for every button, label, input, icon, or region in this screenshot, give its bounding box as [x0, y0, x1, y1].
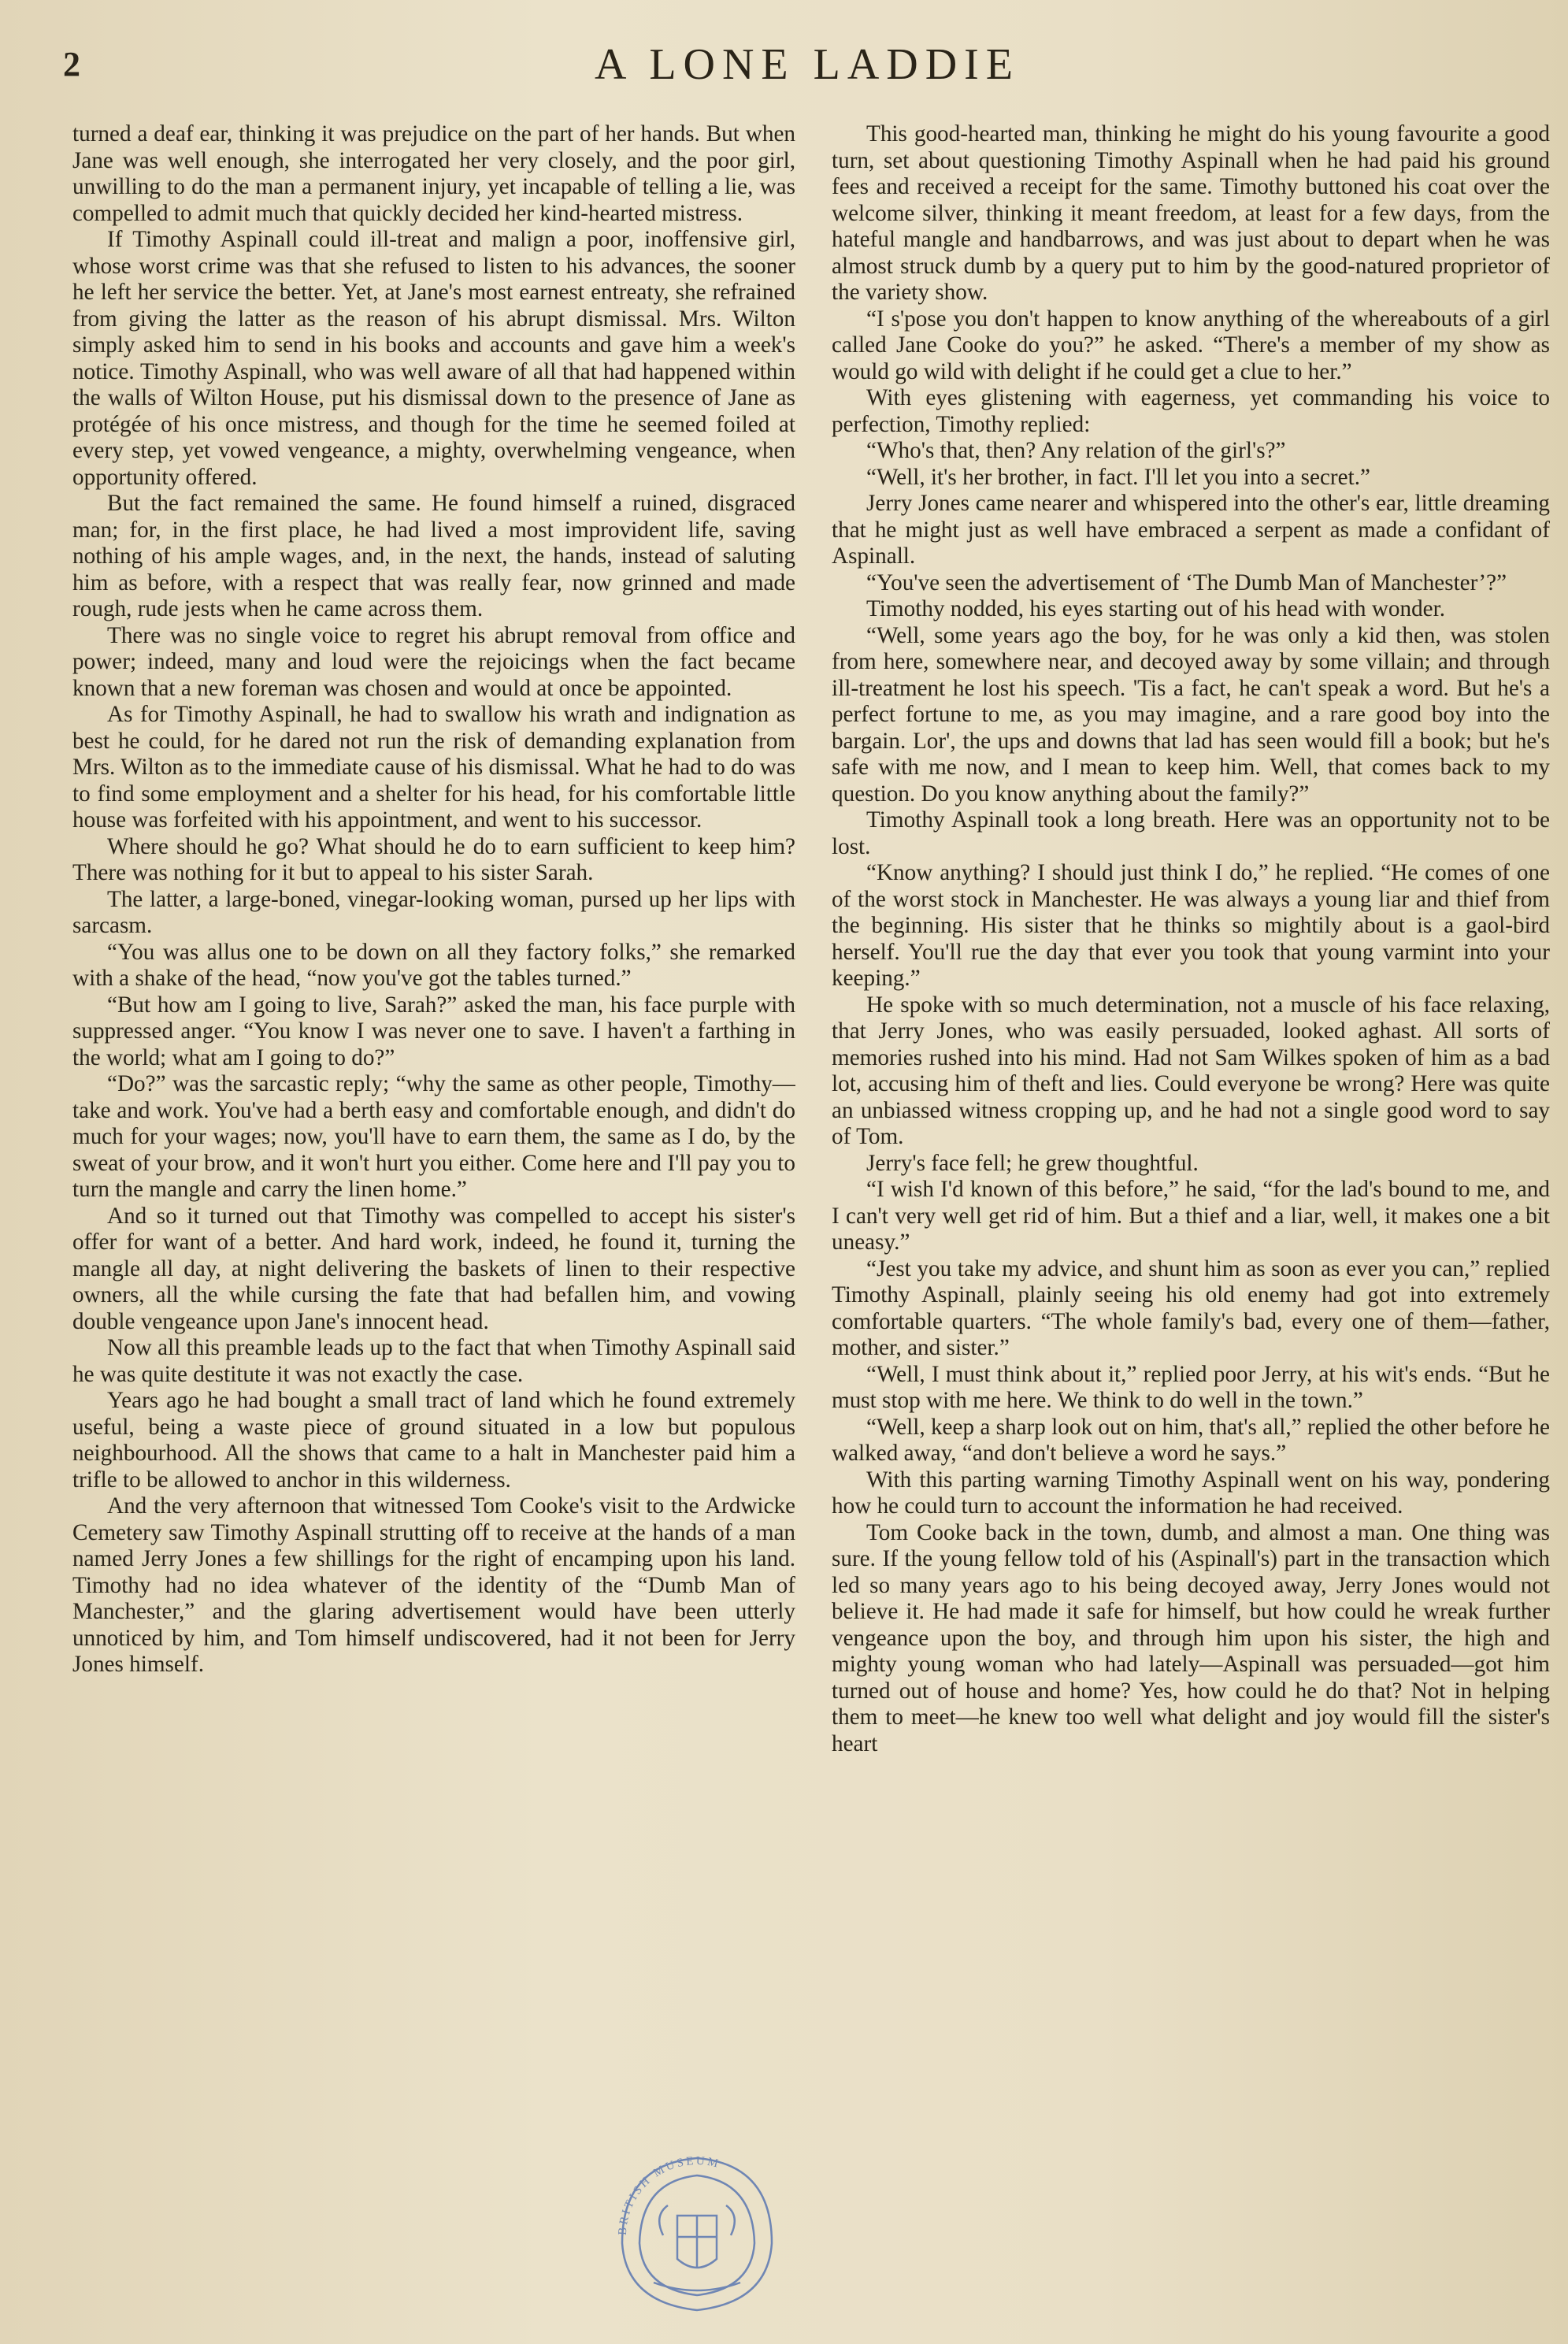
paragraph: “But how am I going to live, Sarah?” asked the man, his face purple with suppressed anger. “You know I was never one to save. I haven't a farthing in the world; what am I going to do?”	[72, 992, 795, 1070]
paragraph: There was no single voice to regret his abrupt removal from office and power; indeed, many and loud were the rejoicings when the fact became known that a new foreman was chosen and would at once be appointed.	[72, 622, 795, 701]
running-title: A LONE LADDIE	[594, 40, 1021, 89]
left-column	[72, 121, 795, 2216]
page-header	[63, 39, 1551, 95]
paragraph: Jerry Jones came nearer and whispered into the other's ear, little dreaming that he might just as well have embraced a serpent as made a confidant of Aspinall.	[832, 491, 1550, 569]
paragraph: “Jest you take my advice, and shunt him as soon as ever you can,” replied Timothy Aspinall, plainly seeing his old enemy had got into extremely comfortable quarters. “The whole family's bad, every one of them—father, mother, and sister.”	[832, 1255, 1550, 1360]
paragraph: The latter, a large-boned, vinegar-looking woman, pursed up her lips with sarcasm.	[72, 886, 795, 938]
library-stamp	[591, 2141, 803, 2322]
paragraph: Tom Cooke back in the town, dumb, and almost a man. One thing was sure. If the young fellow told of his (Aspinall's) part in the transaction which led so many years ago to his being decoyed away, Jerry Jones would not believe it. He had made it safe for himself, but how could he wreak further vengeance upon the boy, and through him upon his sister, the high and mighty young woman who had lately—Aspinall was persuaded—got him turned out of house and home? Yes, how could he do that? Not in helping them to meet—he knew too well what delight and joy would fill the sister's heart	[832, 1519, 1550, 1756]
paragraph: “Well, some years ago the boy, for he was only a kid then, was stolen from here, somewhere near, and decoyed away by some villain; and through ill-treatment he lost his speech. 'Tis a fact, he can't speak a word. But he's a perfect fortune to me, as you may imagine, and a rare good boy into the bargain. Lor', the ups and downs that lad has seen would fill a book; but he's safe with me now, and I mean to keep him. Well, that comes back to my question. Do you know anything about the family?”	[832, 622, 1550, 807]
right-column	[832, 121, 1550, 2216]
page-number: 2	[63, 45, 80, 83]
paragraph: Jerry's face fell; he grew thoughtful.	[866, 1150, 1199, 1176]
paragraph: Now all this preamble leads up to the fact that when Timothy Aspinall said he was quite destitute it was not exactly the case.	[72, 1335, 795, 1387]
paragraph: If Timothy Aspinall could ill-treat and malign a poor, inoffensive girl, whose worst crime was that she refused to listen to his advances, the sooner he left her service the better. Yet, at Jane's most earnest entreaty, she refrained from giving the latter as the reason of his abrupt dismissal. Mrs. Wilton simply asked him to send in his books and accounts and gave him a week's notice. Timothy Aspinall, who was well aware of all that had happened within the walls of Wilton House, put his dismissal down to the presence of Jane as protégée of his once mistress, and though for the time he seemed foiled at every step, yet vowed vengeance, a mighty, overwhelming vengeance, when opportunity offered.	[72, 227, 795, 490]
paragraph: He spoke with so much determination, not a muscle of his face relaxing, that Jerry Jones, who was easily persuaded, looked aghast. All sorts of memories rushed into his mind. Had not Sam Wilkes spoken of him as a bad lot, accusing him of theft and lies. Could everyone be wrong? Here was quite an unbiassed witness cropping up, and he had not a single good word to say of Tom.	[832, 992, 1550, 1149]
paragraph: “Who's that, then? Any relation of the girl's?”	[866, 438, 1286, 463]
svg-text:BRITISH MUSEUM	[617, 2155, 721, 2236]
paragraph: “I s'pose you don't happen to know anything of the whereabouts of a girl called Jane Cooke do you?” he asked. “There's a member of my show as would go wild with delight if he could get a clue to her.”	[832, 306, 1550, 384]
paragraph: And the very afternoon that witnessed Tom Cooke's visit to the Ardwicke Cemetery saw Timothy Aspinall strutting off to receive at the hands of a man named Jerry Jones a few shillings for the right of encamping upon his land. Timothy had no idea whatever of the identity of the “Dumb Man of Manchester,” and the glaring advertisement would have been utterly unnoticed by him, and Tom himself undiscovered, had it not been for Jerry Jones himself.	[72, 1493, 795, 1677]
paragraph: turned a deaf ear, thinking it was prejudice on the part of her hands. But when Jane was well enough, she interrogated her very closely, and the poor girl, unwilling to do the man a permanent injury, yet incapable of telling a lie, was compelled to admit much that quickly decided her kind-hearted mistress.	[72, 121, 795, 226]
paragraph: With this parting warning Timothy Aspinall went on his way, pondering how he could turn to account the information he had received.	[832, 1467, 1550, 1519]
paragraph: Where should he go? What should he do to earn sufficient to keep him? There was nothing for it but to appeal to his sister Sarah.	[72, 833, 795, 885]
paragraph: “Well, it's her brother, in fact. I'll let you into a secret.”	[866, 464, 1370, 490]
paragraph: Timothy nodded, his eyes starting out of his head with wonder.	[866, 596, 1446, 621]
paragraph: “Well, keep a sharp look out on him, that's all,” replied the other before he walked away, “and don't believe a word he says.”	[832, 1414, 1550, 1466]
paragraph: As for Timothy Aspinall, he had to swallow his wrath and indignation as best he could, for he dared not run the risk of demanding explanation from Mrs. Wilton as to the immediate cause of his dismissal. What he had to do was to find some employment and a shelter for his head, for his comfortable little house was forfeited with his appointment, and went to his successor.	[72, 702, 795, 833]
paragraph: This good-hearted man, thinking he might do his young favourite a good turn, set about questioning Timothy Aspinall when he had paid his ground fees and received a receipt for the same. Timothy buttoned his coat over the welcome silver, thinking it meant freedom, at least for a few days, from the hateful mangle and handbarrows, and was just about to depart when he was almost struck dumb by a query put to him by the good-natured proprietor of the variety show.	[832, 121, 1550, 305]
paragraph: “Know anything? I should just think I do,” he replied. “He comes of one of the worst stock in Manchester. He was always a young liar and thief from the beginning. His sister that he thinks so mightily about is a gaol-bird herself. You'll rue the day that ever you took that young varmint into your keeping.”	[832, 860, 1550, 991]
paragraph: Years ago he had bought a small tract of land which he found extremely useful, being a waste piece of ground situated in a low but populous neighbourhood. All the shows that came to a halt in Manchester paid him a trifle to be allowed to anchor in this wilderness.	[72, 1388, 795, 1493]
paragraph: “You've seen the advertisement of ‘The Dumb Man of Manchester’?”	[866, 569, 1507, 595]
paragraph: “I wish I'd known of this before,” he said, “for the lad's bound to me, and I can't very well get rid of him. But a thief and a liar, well, it makes one a bit uneasy.”	[832, 1177, 1550, 1255]
paragraph: And so it turned out that Timothy was compelled to accept his sister's offer for want of a better. And hard work, indeed, he found it, turning the mangle all day, at night delivering the baskets of linen to their respective owners, all the while cursing the fate that had befallen him, and vowing double vengeance upon Jane's innocent head.	[72, 1203, 795, 1334]
paragraph: But the fact remained the same. He found himself a ruined, disgraced man; for, in the first place, he had lived a most improvident life, saving nothing of his ample wages, and, in the next, the hands, instead of saluting him as before, with a respect that was really fear, now grinned and made rough, rude jests when he came across them.	[72, 491, 795, 621]
paragraph: “Do?” was the sarcastic reply; “why the same as other people, Timothy—take and work. You've had a berth easy and comfortable enough, and didn't do much for your wages; now, you'll have to earn them, the same as I do, by the sweat of your brow, and it won't hurt you either. Come here and I'll pay you to turn the mangle and carry the linen home.”	[72, 1071, 795, 1202]
paragraph: Timothy Aspinall took a long breath. Here was an opportunity not to be lost.	[832, 807, 1550, 859]
paragraph: “You was allus one to be down on all they factory folks,” she remarked with a shake of the head, “now you've got the tables turned.”	[72, 939, 795, 991]
paragraph: With eyes glistening with eagerness, yet commanding his voice to perfection, Timothy replied:	[832, 385, 1550, 437]
paragraph: “Well, I must think about it,” replied poor Jerry, at his wit's ends. “But he must stop with me here. We think to do well in the town.”	[832, 1361, 1550, 1413]
stamp-text: BRITISH MUSEUM	[616, 2154, 722, 2236]
